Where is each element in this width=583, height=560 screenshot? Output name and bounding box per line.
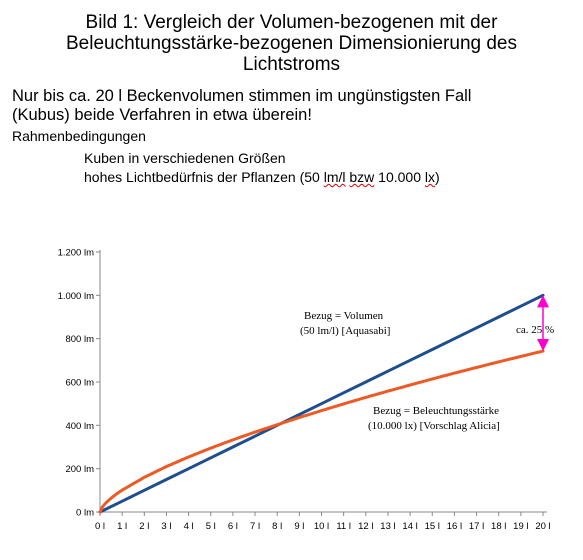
y-tick-label: 1.000 lm — [57, 290, 94, 302]
condition-cube-sizes: Kuben in verschiedenen Größen — [84, 150, 286, 166]
chart-annotations — [300, 301, 554, 432]
volume-series-label-line1: Bezug = Volumen — [304, 310, 384, 322]
y-tick-label: 800 lm — [65, 334, 94, 346]
x-tick-label: 20 l — [535, 521, 551, 532]
title-line: Bild 1: Vergleich der Volumen-bezogenen mit der — [85, 12, 498, 33]
y-tick-label: 200 lm — [65, 464, 94, 476]
x-tick-label: 13 l — [380, 521, 396, 532]
title-line: Beleuchtungsstärke-bezogenen Dimensionierung des — [65, 33, 517, 54]
y-tick-label: 0 lm — [76, 507, 94, 519]
x-tick-label: 19 l — [513, 521, 529, 532]
x-tick-label: 5 l — [205, 521, 216, 532]
x-tick-label: 1 l — [117, 521, 128, 532]
x-tick-label: 8 l — [272, 521, 283, 532]
x-tick-label: 4 l — [183, 521, 194, 532]
illuminance-series-label-line2: (10.000 lx) [Vorschlag Alicia] — [368, 420, 500, 432]
x-tick-label: 6 l — [227, 521, 238, 532]
x-tick-label: 16 l — [446, 521, 463, 532]
subtitle-line: Nur bis ca. 20 l Beckenvolumen stimmen im ungünstigsten Fall — [12, 87, 472, 105]
x-tick-label: 10 l — [313, 521, 330, 532]
y-tick-label: 1.200 lm — [57, 247, 94, 259]
subtitle-line: (Kubus) beide Verfahren in etwa überein! — [12, 106, 312, 124]
condition-unit-lx: lx — [424, 169, 436, 185]
condition-text: 10.000 — [374, 169, 425, 185]
y-tick-label: 400 lm — [65, 420, 94, 432]
x-tick-label: 12 l — [358, 521, 374, 532]
x-tick-label: 3 l — [161, 521, 172, 532]
x-tick-label: 14 l — [402, 521, 418, 532]
y-tick-label: 600 lm — [65, 377, 94, 389]
condition-text: hohes Lichtbedürfnis der Pflanzen (50 — [84, 169, 324, 185]
x-tick-label: 9 l — [294, 521, 305, 532]
x-tick-label: 15 l — [424, 521, 440, 532]
condition-unit-lm-l: lm/l — [323, 169, 346, 185]
x-tick-label: 11 l — [336, 521, 351, 532]
chart-ticks — [58, 248, 551, 533]
title-line: Lichtstroms — [242, 54, 341, 75]
condition-text: ) — [435, 169, 440, 185]
chart-axes — [100, 250, 547, 512]
x-tick-label: 2 l — [139, 521, 150, 532]
x-tick-label: 18 l — [491, 521, 507, 532]
x-tick-label: 7 l — [250, 521, 261, 532]
x-tick-label: 0 l — [94, 521, 106, 532]
x-tick-label: 17 l — [468, 521, 485, 532]
condition-word-bzw: bzw — [349, 169, 375, 185]
difference-label: ca. 25 % — [516, 324, 555, 336]
volume-series-label-line2: (50 lm/l) [Aquasabi] — [300, 325, 391, 337]
conditions-heading: Rahmenbedingungen — [12, 128, 146, 144]
illuminance-series-label-line1: Bezug = Beleuchtungsstärke — [373, 405, 499, 417]
